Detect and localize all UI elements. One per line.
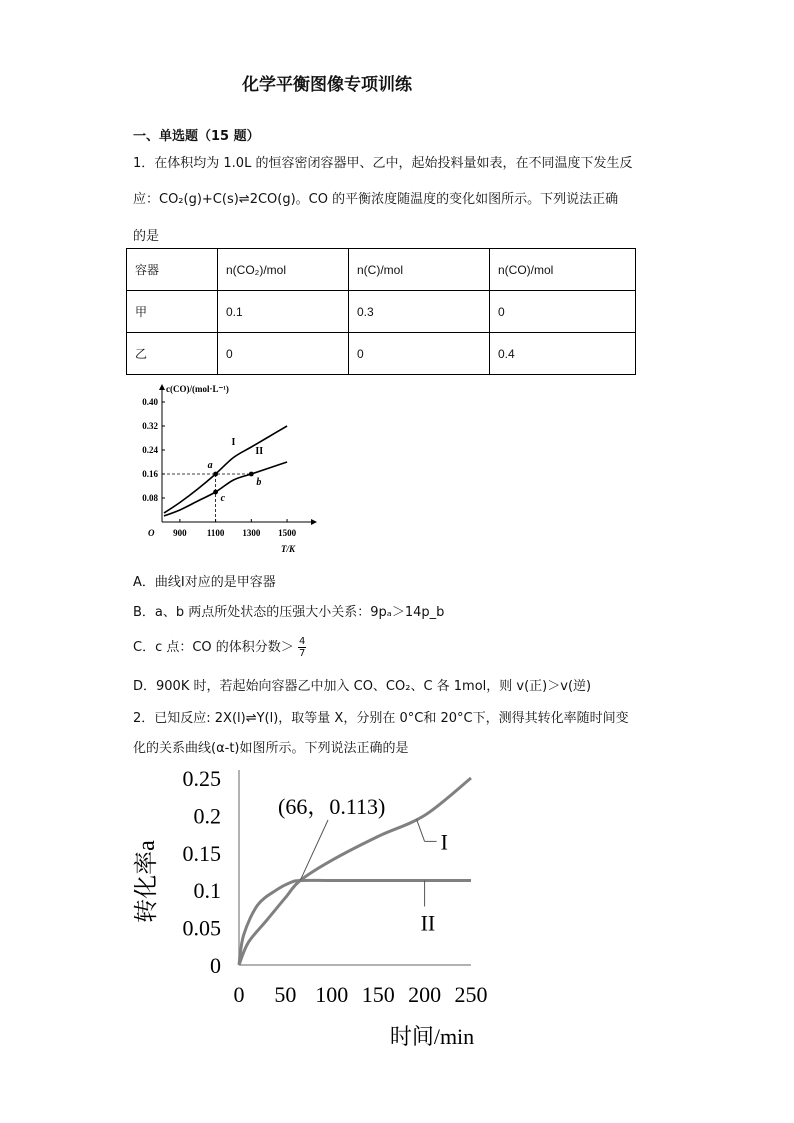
q1-stem-line2: 应：CO₂(g)+C(s)⇌2CO(g)。CO 的平衡浓度随温度的变化如图所示。下列说法正确 — [133, 192, 619, 207]
table-row — [127, 333, 636, 375]
x-tick-label: 100 — [315, 982, 349, 1007]
q1-option-d: D．900K 时，若起始向容器乙中加入 CO、CO₂、C 各 1mol，则 v(正)＞v(逆) — [133, 679, 592, 694]
q2-stem-line2: 化的关系曲线(α-t)如图所示。下列说法正确的是 — [133, 741, 409, 756]
y-tick-label: 0.25 — [182, 766, 221, 791]
table-cell: 0 — [349, 333, 490, 375]
table-row — [127, 291, 636, 333]
q2-stem-line1: 2．已知反应: 2X(l)⇌Y(l)，取等量 X，分别在 0°C和 20°C下，测得其转化率随时间变 — [133, 711, 629, 726]
table-header-row — [127, 249, 636, 291]
x-axis-label: 时间/min — [389, 1024, 475, 1049]
x-axis-arrow — [311, 519, 317, 525]
y-tick-label: 0 — [210, 953, 221, 978]
y-axis-label: c(CO)/(mol·L⁻¹) — [166, 384, 229, 394]
x-tick-label: 0 — [233, 982, 245, 1007]
table-header-cell: 容器 — [127, 249, 218, 291]
table-cell: 0.4 — [490, 333, 636, 375]
x-tick-label: 900 — [173, 528, 187, 538]
y-axis-label: 转化率a — [134, 840, 160, 923]
conversion-rate-chart — [126, 760, 506, 1060]
series-line-I — [164, 426, 287, 513]
table-header-cell: n(CO)/mol — [490, 249, 636, 291]
point-label: a — [207, 460, 213, 471]
y-tick-label: 0.40 — [142, 397, 158, 407]
series-leader — [417, 819, 425, 841]
table-cell: 0 — [218, 333, 349, 375]
co-concentration-chart — [126, 380, 326, 558]
table-cell: 0.1 — [218, 291, 349, 333]
series-label: I — [440, 829, 448, 855]
table-header-cell: n(C)/mol — [349, 249, 490, 291]
x-tick-label: 150 — [361, 982, 395, 1007]
option-c-text: C．c 点：CO 的体积分数＞ — [133, 640, 294, 655]
x-tick-label: 1100 — [206, 528, 225, 538]
data-point — [213, 490, 218, 495]
x-tick-label: 1300 — [242, 528, 261, 538]
y-tick-label: 0.32 — [142, 421, 158, 431]
y-tick-label: 0.16 — [142, 469, 158, 479]
series-line-II — [164, 462, 287, 516]
fraction — [298, 636, 306, 659]
annotation-label: (66，0.113) — [278, 794, 386, 819]
series-label: II — [420, 910, 436, 936]
y-tick-label: 0.05 — [182, 915, 221, 941]
series-label: I — [231, 437, 236, 448]
y-axis-arrow — [159, 384, 165, 390]
fraction-numerator: 4 — [298, 636, 306, 647]
series-line-II — [239, 880, 471, 965]
y-tick-label: 0.08 — [142, 493, 158, 503]
q1-stem-line1: 1．在体积均为 1.0L 的恒容密闭容器甲、乙中，起始投料量如表，在不同温度下发生反 — [133, 156, 633, 171]
q1-stem-line3: 的是 — [133, 229, 160, 244]
x-axis-label: T/K — [281, 544, 296, 554]
x-tick-label: 1500 — [278, 528, 297, 538]
table-cell: 0.3 — [349, 291, 490, 333]
y-tick-label: 0.24 — [142, 445, 158, 455]
x-tick-label: 250 — [454, 982, 488, 1007]
series-label: II — [255, 446, 264, 457]
q1-option-c — [133, 636, 306, 659]
x-tick-label: 200 — [408, 982, 442, 1007]
table-cell: 0 — [490, 291, 636, 333]
table-header-cell: n(CO₂)/mol — [218, 249, 349, 291]
data-point — [249, 472, 254, 477]
table-cell: 甲 — [127, 291, 218, 333]
page-title: 化学平衡图像专项训练 — [242, 75, 412, 95]
fraction-denominator: 7 — [298, 648, 306, 659]
table-cell: 乙 — [127, 333, 218, 375]
q1-option-a: A．曲线Ⅰ对应的是甲容器 — [133, 575, 276, 590]
x-tick-label: 50 — [274, 982, 297, 1007]
point-label: b — [256, 477, 262, 488]
section-heading: 一、单选题（15 题） — [133, 129, 260, 144]
data-point — [213, 472, 218, 477]
point-label: c — [220, 493, 226, 504]
origin-label: O — [148, 528, 155, 538]
y-tick-label: 0.15 — [182, 840, 221, 866]
y-tick-label: 0.2 — [193, 803, 221, 829]
y-tick-label: 0.1 — [193, 878, 221, 904]
q1-table — [126, 248, 636, 375]
q1-option-b: B．a、b 两点所处状态的压强大小关系：9pₐ＞14p_b — [133, 605, 445, 620]
